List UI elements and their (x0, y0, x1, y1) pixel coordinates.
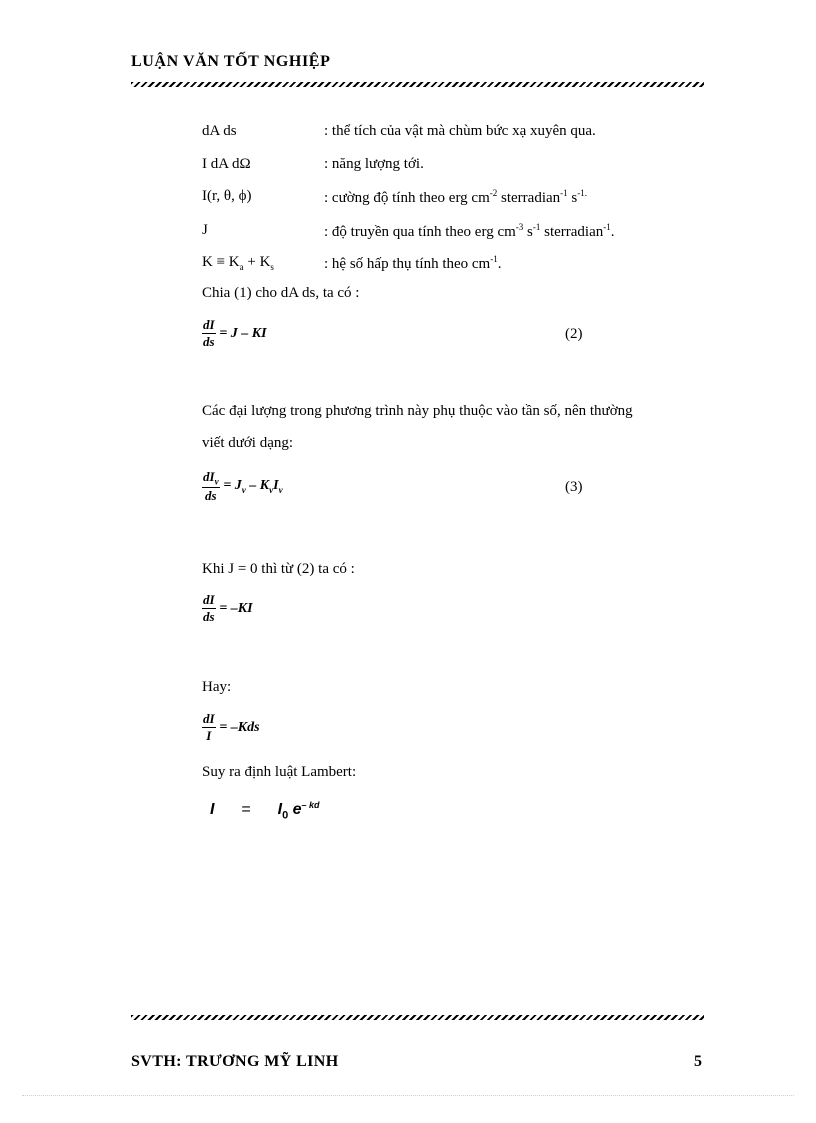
rhs-text: I (273, 477, 279, 493)
equation-2 (202, 317, 267, 350)
lambert-i0: I (277, 801, 283, 819)
equation-rhs: = –Kds (219, 719, 260, 735)
desc-text: . (610, 224, 615, 240)
equation-rhs: = –KI (219, 600, 253, 616)
fraction-numerator: dI (203, 317, 215, 332)
definition-symbol (202, 254, 274, 272)
fraction (202, 469, 220, 504)
definition-desc: : năng lượng tới. (324, 156, 424, 172)
desc-text: . (497, 256, 502, 272)
desc-text: sterradian (497, 190, 561, 206)
lambert-lhs: I (210, 801, 215, 819)
definition-desc (324, 222, 615, 241)
page-number: 5 (694, 1053, 702, 1070)
definition-symbol: I(r, θ, ϕ) (202, 188, 252, 204)
desc-exponent: -1 (603, 222, 611, 232)
desc-exponent: -1 (532, 222, 541, 232)
lambert-exponent: – kd (301, 800, 320, 810)
definition-symbol: J (202, 222, 208, 238)
definition-desc (324, 188, 587, 207)
paragraph-line-2: viết dưới dạng: (202, 435, 294, 451)
numerator-subscript: ν (214, 476, 219, 487)
desc-exponent: -3 (515, 222, 524, 232)
equation-separated (202, 711, 260, 744)
equation-number: (3) (565, 479, 583, 495)
rhs-text: – K (245, 477, 270, 493)
footer-rule (131, 1015, 704, 1020)
desc-text: : độ truyền qua tính theo erg cm (324, 224, 516, 240)
definition-desc (324, 254, 501, 273)
paragraph-chia: Chia (1) cho dA ds, ta có : (202, 285, 360, 301)
rhs-subscript: ν (278, 484, 283, 495)
header-rule (131, 82, 704, 87)
fraction-denominator: ds (205, 487, 217, 503)
desc-text: : hệ số hấp thụ tính theo cm (324, 256, 491, 272)
fraction-numerator: dI (203, 711, 215, 726)
fraction-denominator: I (206, 728, 212, 743)
desc-text: s (567, 190, 578, 206)
lambert-law-equation (210, 800, 320, 822)
fraction-denominator: ds (203, 334, 215, 349)
fraction-denominator: ds (203, 609, 215, 624)
desc-exponent: -1 (490, 254, 498, 264)
definition-symbol: dA ds (202, 123, 237, 139)
lambert-e: e (292, 801, 302, 819)
equation-rhs (223, 478, 282, 495)
rhs-text: = J (223, 477, 242, 493)
symbol-subscript: a (239, 262, 244, 272)
numerator-text: dI (203, 469, 215, 484)
fraction-numerator: dI (203, 592, 215, 607)
footer-author: SVTH: TRƯƠNG MỸ LINH (131, 1053, 339, 1070)
equation-3 (202, 469, 283, 504)
paragraph-hay: Hay: (202, 679, 232, 695)
symbol-text: + K (243, 254, 271, 270)
definition-desc: : thể tích của vật mà chùm bức xạ xuyên qua. (324, 123, 596, 139)
equation-homogeneous (202, 592, 253, 625)
desc-text: : cường độ tính theo erg cm (324, 190, 490, 206)
paragraph-suy-ra: Suy ra định luật Lambert: (202, 764, 357, 780)
header-title: LUẬN VĂN TỐT NGHIỆP (131, 53, 331, 70)
paragraph-line-1: Các đại lượng trong phương trình này phụ thuộc vào tần số, nên thường (202, 403, 633, 419)
definition-symbol: I dA dΩ (202, 156, 251, 172)
fraction (202, 711, 216, 744)
desc-text: sterradian (540, 224, 604, 240)
paragraph-khi-j: Khi J = 0 thì từ (2) ta có : (202, 561, 355, 577)
rhs-subscript: ν (241, 484, 246, 495)
desc-exponent: -2 (489, 188, 498, 198)
lambert-equals: = (241, 801, 251, 819)
equation-rhs: = J – KI (219, 325, 267, 341)
rhs-subscript: ν (269, 484, 274, 495)
fraction-numerator (202, 469, 220, 488)
symbol-subscript: s (270, 262, 274, 272)
equation-number: (2) (565, 326, 583, 342)
desc-exponent: -1. (577, 188, 587, 198)
lambert-i0-subscript: 0 (282, 809, 289, 822)
symbol-text: K ≡ K (202, 254, 240, 270)
fraction (202, 317, 216, 350)
fraction (202, 592, 216, 625)
desc-text: s (523, 224, 533, 240)
page-bottom-border (22, 1095, 794, 1096)
desc-exponent: -1 (560, 188, 568, 198)
